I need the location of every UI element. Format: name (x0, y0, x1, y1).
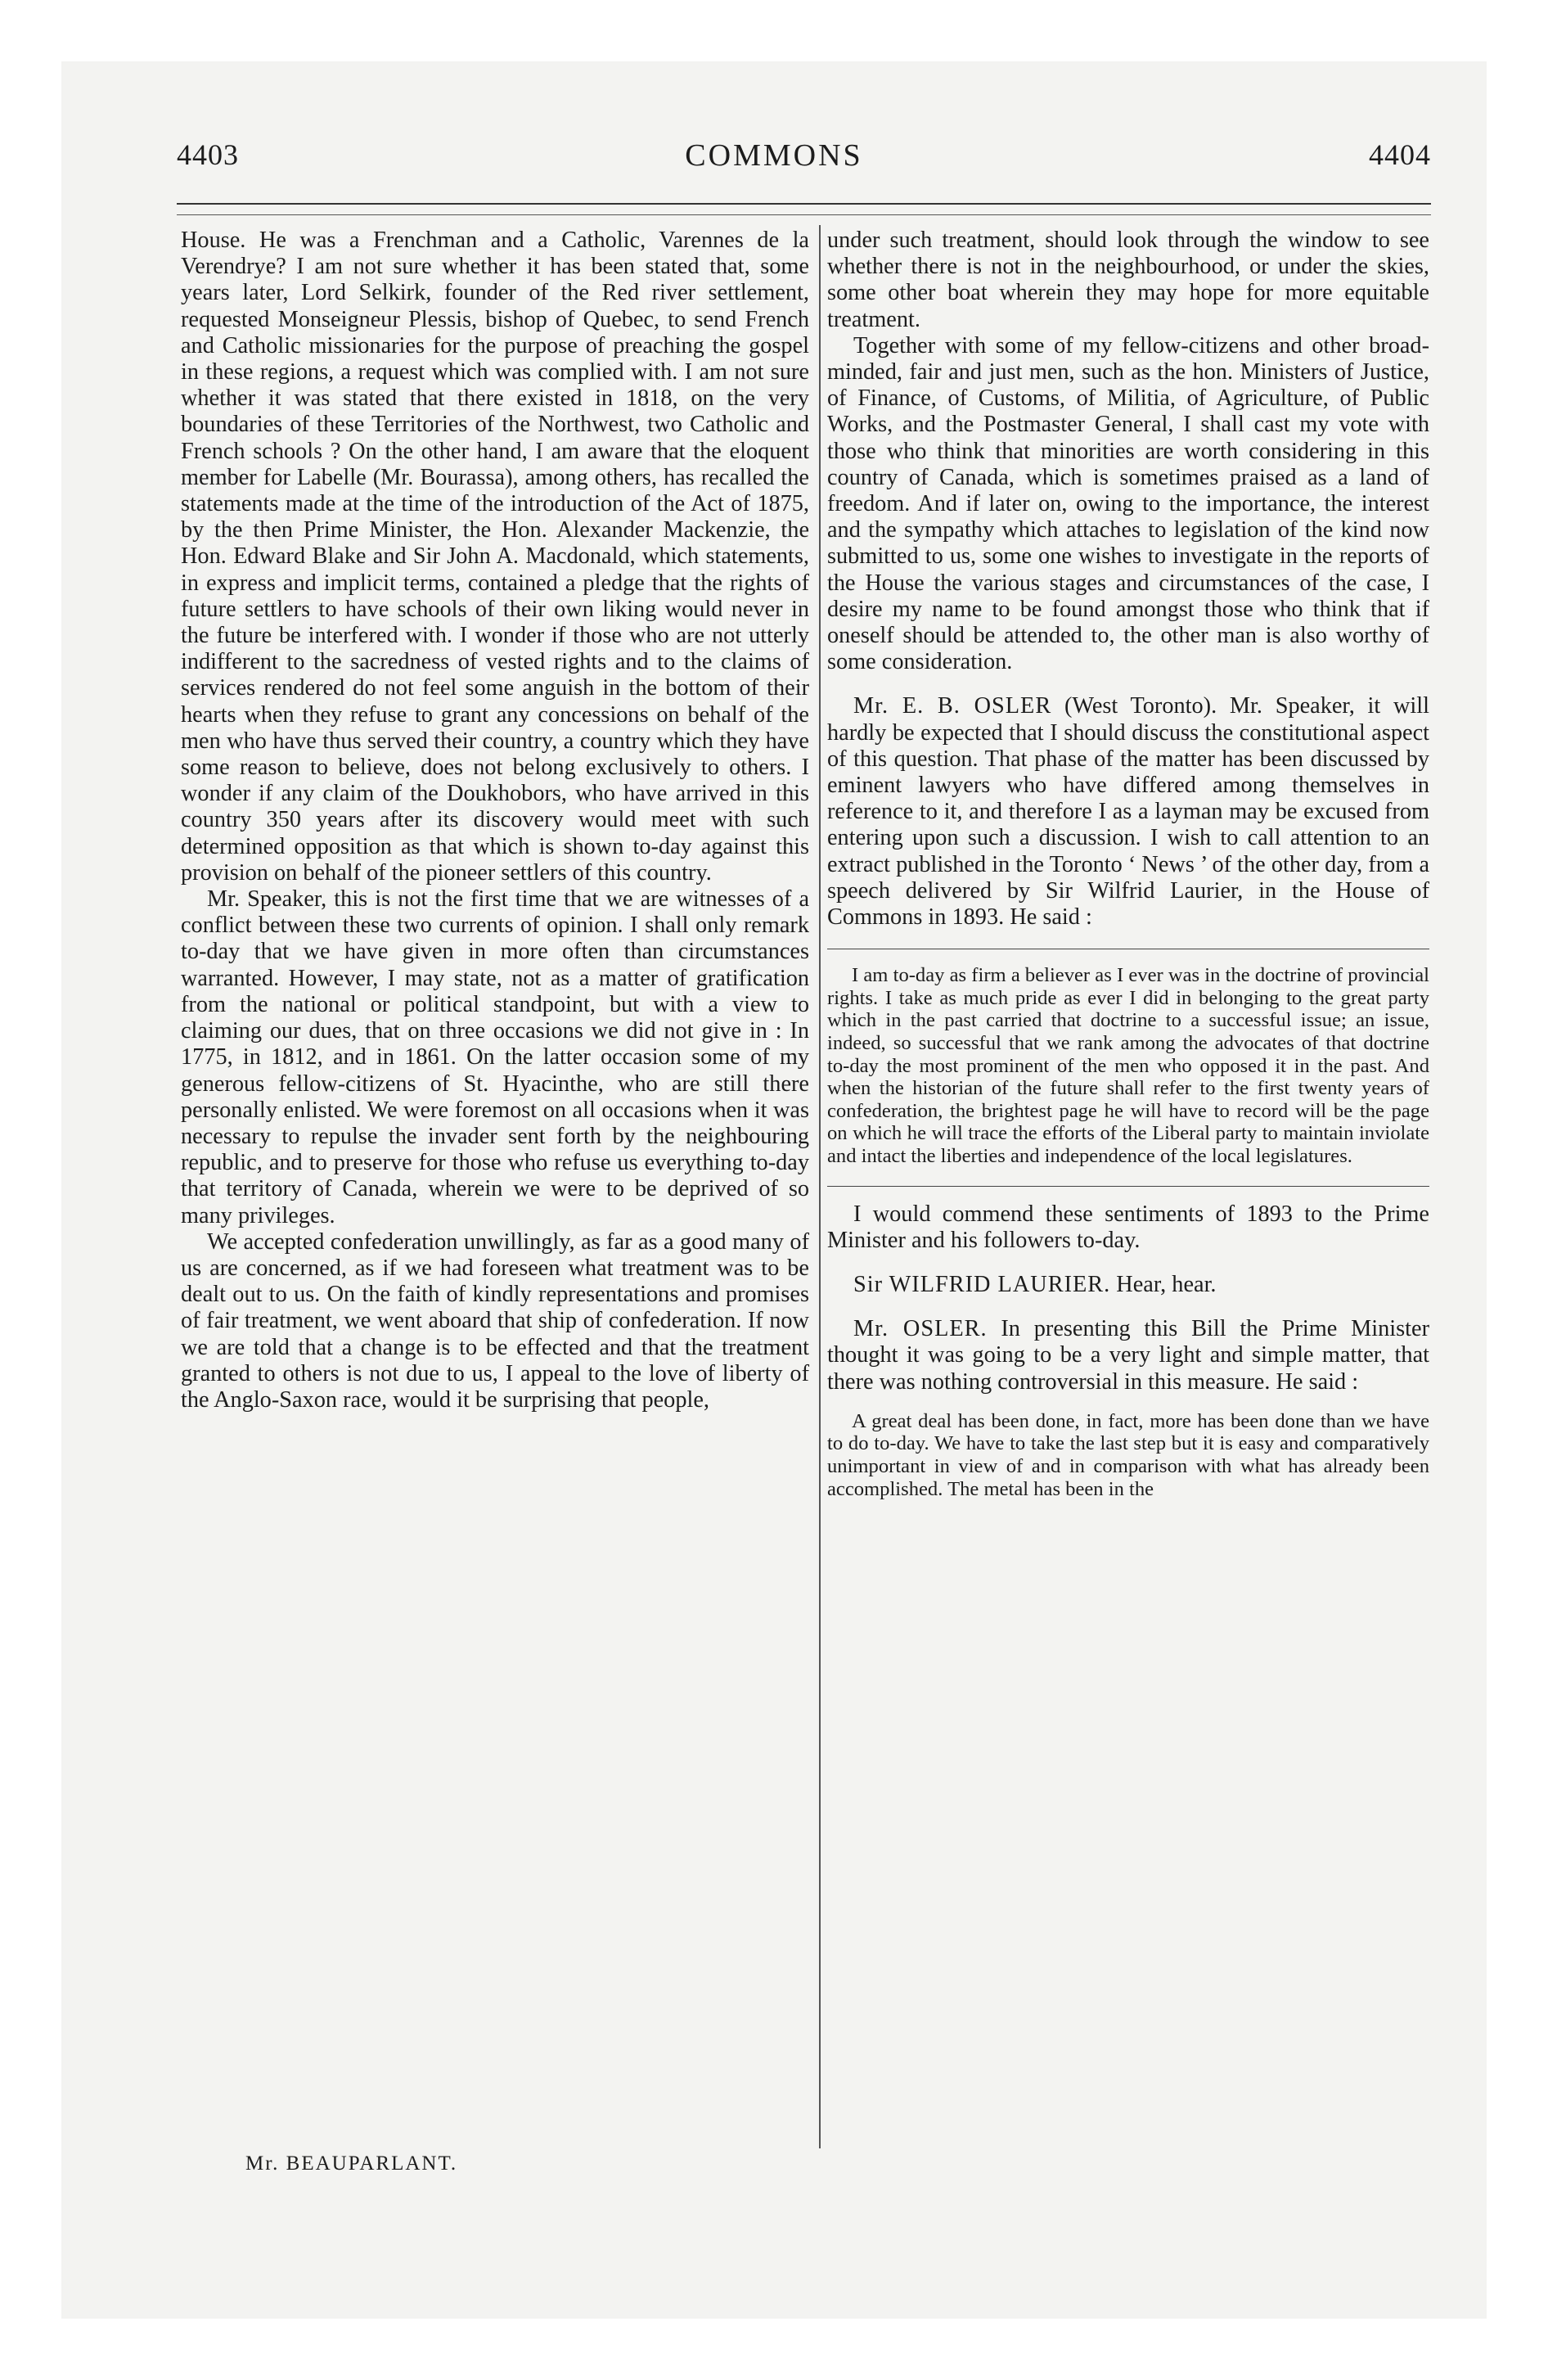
page-footer-speaker: Mr. BEAUPARLANT. (245, 2152, 458, 2175)
speech-osler (827, 1316, 1429, 1395)
header-rule (177, 203, 1431, 205)
speech-text: (West Toronto). Mr. Speaker, it will hardly be expected that I should discuss the constitutional aspect of this question. That phase of the matter has been discussed by eminent lawyers who have differed among themselves in reference to it, and therefore I as a layman may be excused from entering upon such a discussion. I wish to call attention to an extract published in the Toronto ‘ News ’ of the other day, from a speech delivered by Sir Wilfrid Laurier, in the House of Commons in 1893. He said : (827, 693, 1429, 931)
paragraph: I would commend these sentiments of 1893 to the Prime Minister and his followers to-day. (827, 1201, 1429, 1253)
spacer (827, 675, 1429, 693)
paragraph: House. He was a Frenchman and a Catholic, Varennes de la Verendrye? I am not sure whether it has been stated that, some years later, Lord Selkirk, founder of the Red river settlement, requested Monseigneur Plessis, bishop of Quebec, to send French and Catholic missionaries for the purpose of preaching the gospel in these regions, a request which was complied with. I am not sure whether it was stated that there existed in 1818, on the very boundaries of these Territories of the Northwest, two Catholic and French schools ? On the other hand, I am aware that the eloquent member for Labelle (Mr. Bourassa), among others, has recalled the statements made at the time of the introduction of the Act of 1875, by the then Prime Minister, the Hon. Alexander Mackenzie, the Hon. Edward Blake and Sir John A. Macdonald, which statements, in express and implicit terms, contained a pledge that the rights of future settlers to have schools of their own liking would never in the future be interfered with. I wonder if those who are not utterly indifferent to the sacredness of vested rights and to the claims of services rendered do not feel some anguish in the bottom of their hearts when they refuse to grant any concessions on behalf of the men who have thus served their country, a country which they have some reason to believe, does not belong exclusively to others. I wonder if any claim of the Doukhobors, who have arrived in this country 350 years after its discovery would meet with such determined opposition as that which is shown to-day against this provision on behalf of the pioneer settlers of this country. (181, 228, 809, 886)
page-header (0, 137, 1548, 187)
quote-rule (827, 1186, 1429, 1187)
speech-osler (827, 693, 1429, 931)
paragraph: Together with some of my fellow-citizens and other broad-minded, fair and just men, such as the hon. Ministers of Justice, of Finance, of Customs, of Militia, of Agriculture, of Public Works, and the Postmaster General, I shall cast my vote with those who think that minorities are worth considering in this country of Canada, which is sometimes praised as a land of freedom. And if later on, owing to the importance, the interest and the sympathy which attaches to legislation of the kind now submitted to us, some one wishes to investigate in the reports of the House the various stages and circumstances of the case, I desire my name to be found amongst those who think that if oneself should be attended to, the other man is also worthy of some consideration. (827, 332, 1429, 675)
right-column (827, 228, 1429, 1500)
running-head: COMMONS (685, 138, 863, 173)
paragraph: under such treatment, should look through the window to see whether there is not in the neighbourhood, or under the skies, some other boat wherein they may hope for more equitable treatment. (827, 228, 1429, 332)
block-quote: A great deal has been done, in fact, more has been done than we have to do to-day. We have to take the last step but it is easy and comparatively unimportant in view of and in comparison with what has already been accomplished. The metal has been in the (827, 1409, 1429, 1500)
spacer (827, 1254, 1429, 1272)
page-number-right: 4404 (1369, 138, 1431, 171)
paragraph: Mr. Speaker, this is not the first time that we are witnesses of a conflict between these two currents of opinion. I shall only remark to-day that we have given in more often than circumstances warranted. However, I may state, not as a matter of gratification from the national or political standpoint, but with a view to claiming our dues, that on three occasions we did not give in : In 1775, in 1812, and in 1861. On the latter occasion some of my generous fellow-citizens of St. Hyacinthe, who are still there personally enlisted. We were foremost on all occasions when it was necessary to repulse the invader sent forth by the neighbouring republic, and to preserve for those who refuse us everything to-day that territory of Canada, wherein we were to be deprived of so many privileges. (181, 886, 809, 1228)
paragraph: We accepted confederation unwillingly, as far as a good many of us are concerned, as if we had foreseen what treatment was to be dealt out to us. On the faith of kindly representations and promises of fair treatment, we went aboard that ship of confederation. If now we are told that a change is to be effected and that the treatment granted to others is not due to us, I appeal to the love of liberty of the Anglo-Saxon race, would it be surprising that people, (181, 1228, 809, 1413)
speech-text: In presenting this Bill the Prime Minister thought it was going to be a very light and simple matter, that there was nothing controversial in this measure. He said : (827, 1316, 1429, 1395)
header-rule-thin (177, 214, 1431, 215)
block-quote: I am to-day as firm a believer as I ever was in the doctrine of provincial rights. I take as much pride as ever I did in belonging to the great party which in the past carried that doctrine to a successful issue; an issue, indeed, so successful that we rank among the advocates of that doctrine to-day the most prominent of the men who opposed it in the past. And when the historian of the future shall refer to the first twenty years of confederation, the brightest page he will have to record will be the page on which he will trace the efforts of the Liberal party to maintain inviolate and intact the liberties and independence of the local legislatures. (827, 964, 1429, 1168)
column-divider (819, 225, 821, 2148)
speaker-name: Mr. OSLER. (853, 1316, 988, 1342)
speech-text: Hear, hear. (1110, 1272, 1217, 1298)
speech-laurier (827, 1272, 1429, 1298)
left-column (181, 228, 809, 1413)
speaker-name: Sir WILFRID LAURIER. (853, 1272, 1111, 1298)
page-number-left: 4403 (177, 138, 239, 171)
spacer (827, 1298, 1429, 1316)
speaker-name: Mr. E. B. OSLER (853, 693, 1052, 719)
